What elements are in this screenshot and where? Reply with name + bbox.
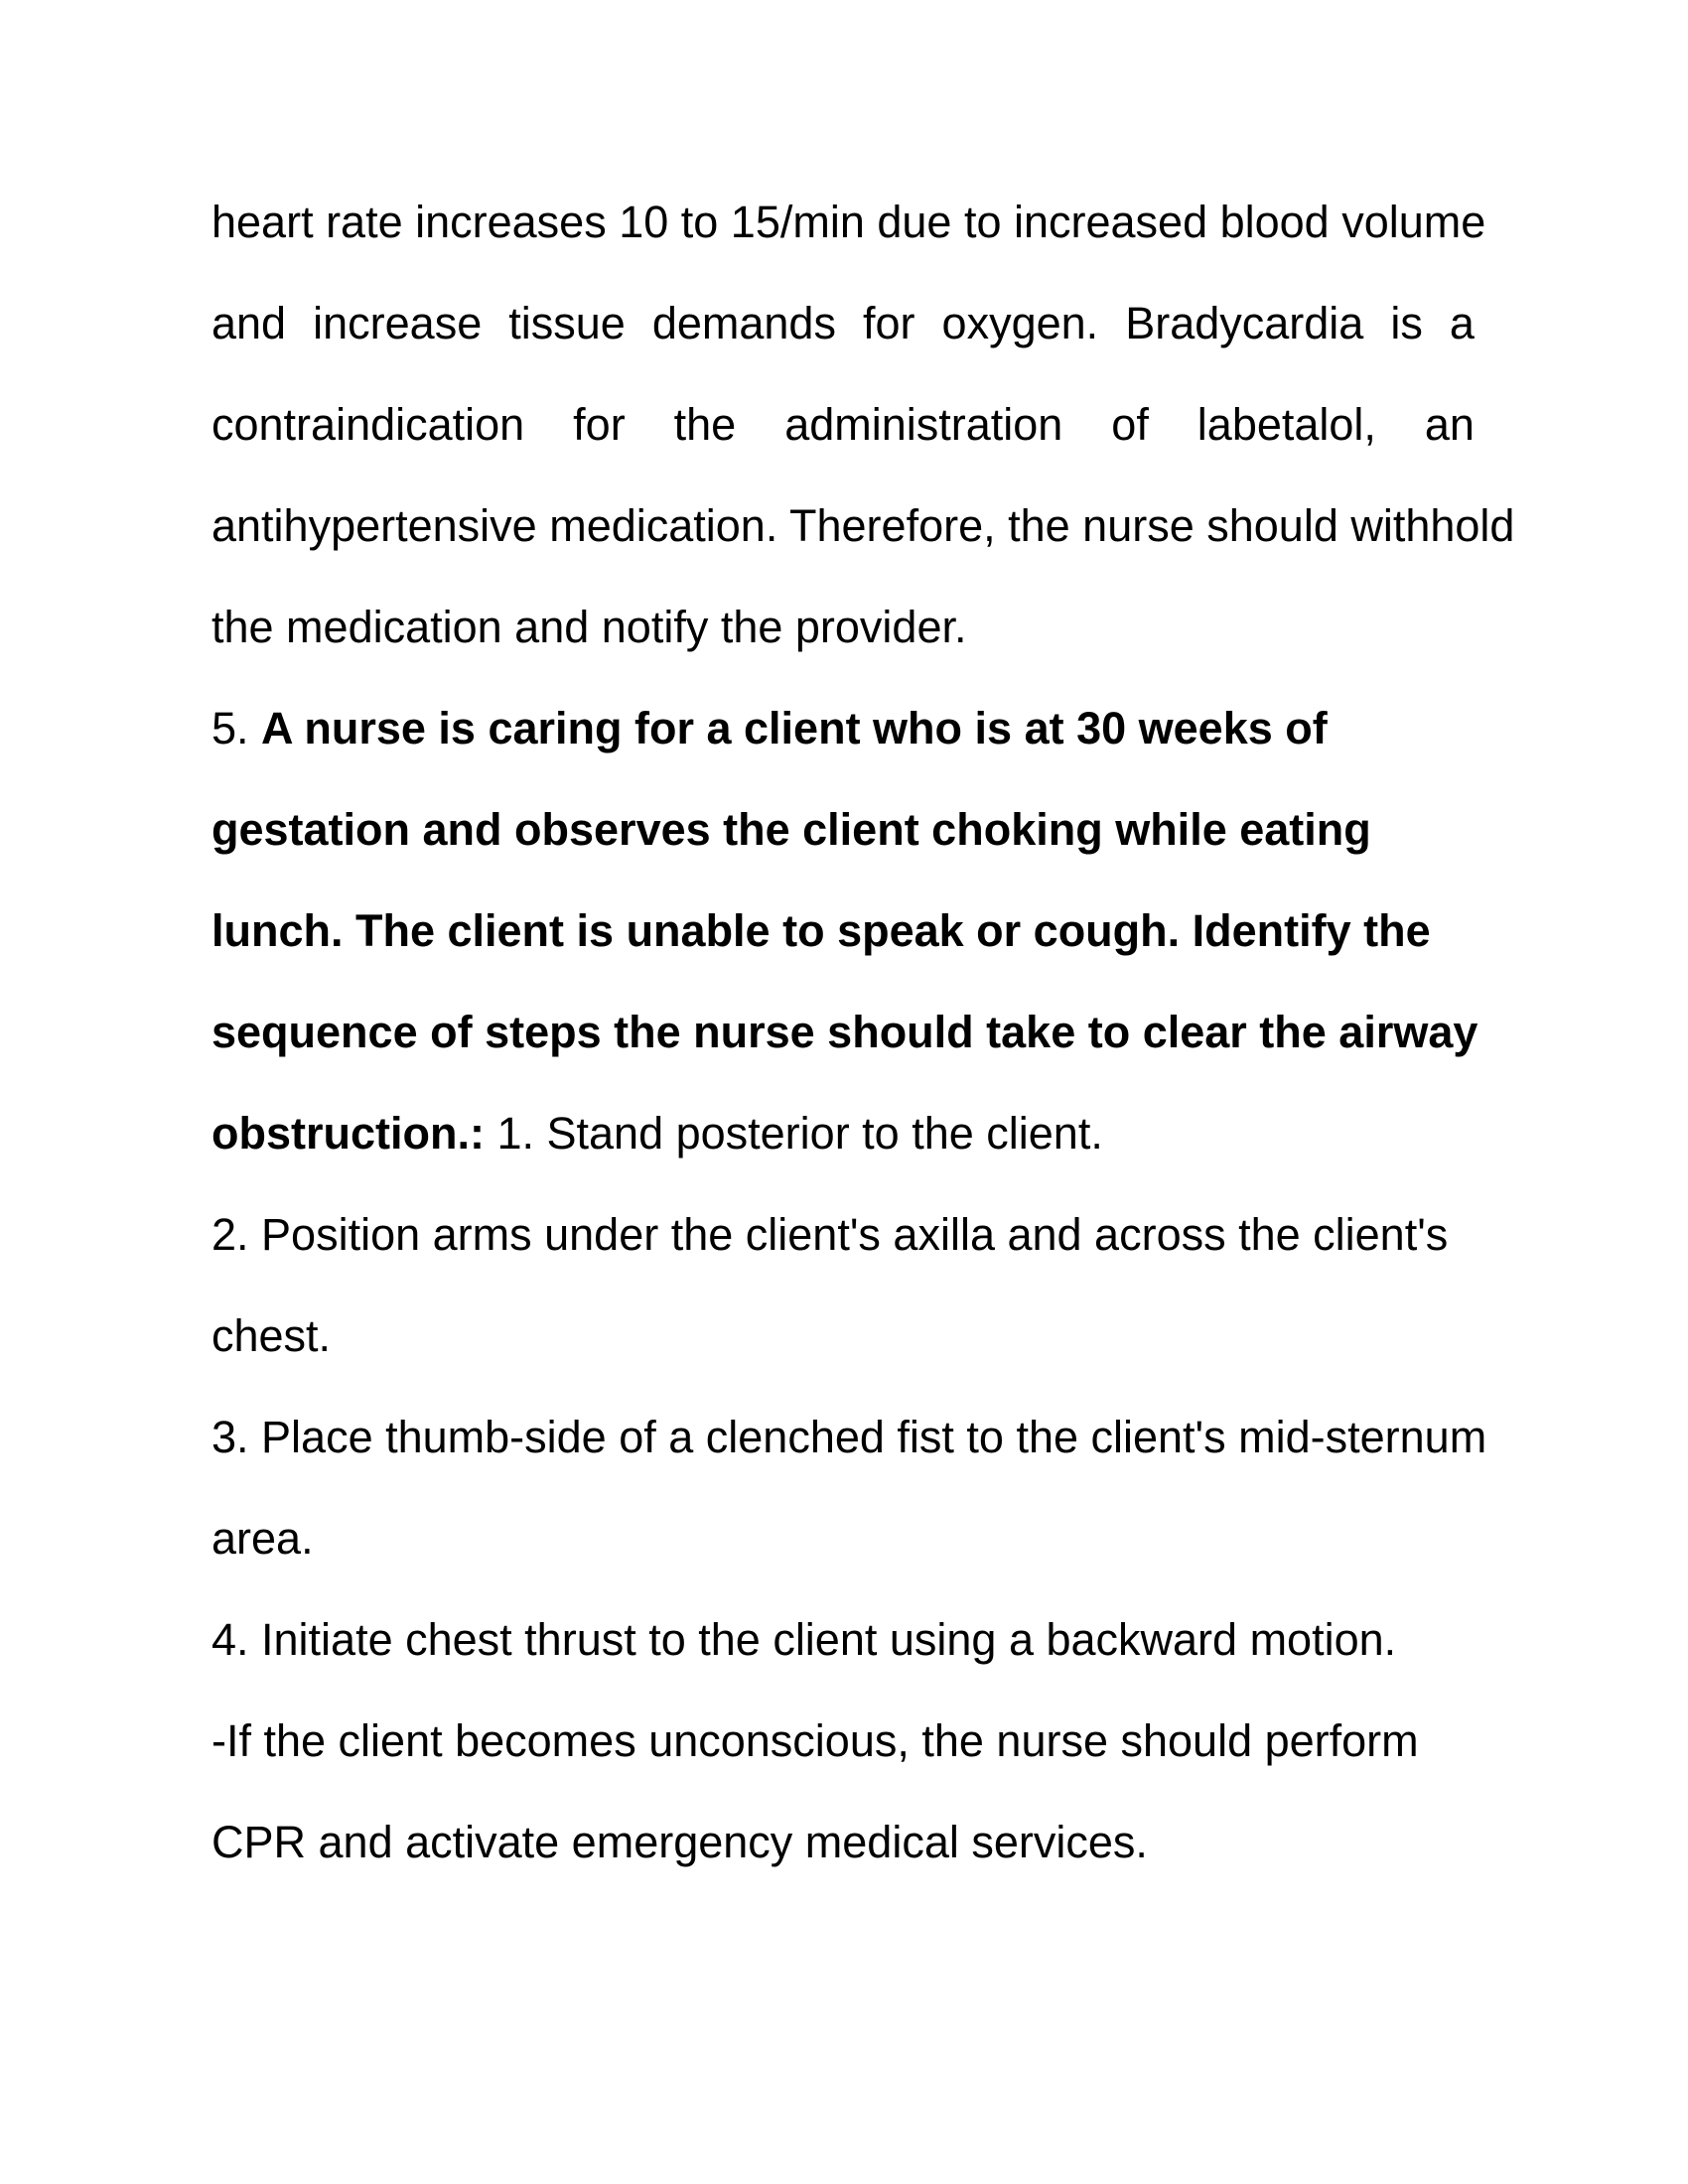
answer-step-3-line-1: 3. Place thumb-side of a clenched fist to the client's mid-sternum	[211, 1412, 1487, 1462]
document-page	[211, 186, 1515, 1907]
word: tissue	[508, 298, 626, 348]
question-5-line-3: lunch. The client is unable to speak or cough. Identify the	[211, 905, 1431, 956]
word: for	[573, 399, 626, 450]
word: for	[863, 298, 915, 348]
question-5-line-2: gestation and observes the client choking while eating	[211, 804, 1371, 855]
explanation-line-5: the medication and notify the provider.	[211, 602, 967, 652]
question-5-line-1	[211, 692, 1475, 793]
question-text: A nurse is caring for a client who is at 30 weeks of	[261, 703, 1328, 753]
explanation-line-3	[211, 388, 1475, 489]
word: and	[211, 298, 287, 348]
answer-step-3-line-2: area.	[211, 1513, 314, 1564]
answer-step-2-line-1: 2. Position arms under the client's axilla and across the client's	[211, 1209, 1449, 1260]
word: demands	[651, 298, 836, 348]
question-number: 5.	[211, 703, 262, 753]
question-text-end: obstruction.:	[211, 1108, 485, 1159]
answer-step-2-line-2: chest.	[211, 1310, 332, 1361]
answer-note-line-2: CPR and activate emergency medical services.	[211, 1817, 1148, 1867]
word: of	[1111, 399, 1149, 450]
word: increase	[313, 298, 483, 348]
word: administration	[784, 399, 1063, 450]
answer-note-line-1: -If the client becomes unconscious, the nurse should perform	[211, 1715, 1419, 1766]
word: an	[1424, 399, 1475, 450]
word: is	[1390, 298, 1423, 348]
word: the	[673, 399, 737, 450]
word: Bradycardia	[1125, 298, 1364, 348]
explanation-line-4: antihypertensive medication. Therefore, the nurse should withhold	[211, 500, 1515, 551]
question-5-line-4: sequence of steps the nurse should take to clear the airway	[211, 1007, 1478, 1057]
question-5-line-5	[211, 1097, 1475, 1198]
explanation-line-1: heart rate increases 10 to 15/min due to increased blood volume	[211, 197, 1486, 247]
answer-step-4: 4. Initiate chest thrust to the client using a backward motion.	[211, 1614, 1397, 1665]
explanation-line-2	[211, 287, 1475, 388]
answer-step-1: 1. Stand posterior to the client.	[484, 1108, 1103, 1159]
word: labetalol,	[1196, 399, 1376, 450]
word: a	[1449, 298, 1475, 348]
word: contraindication	[211, 399, 525, 450]
word: oxygen.	[941, 298, 1099, 348]
